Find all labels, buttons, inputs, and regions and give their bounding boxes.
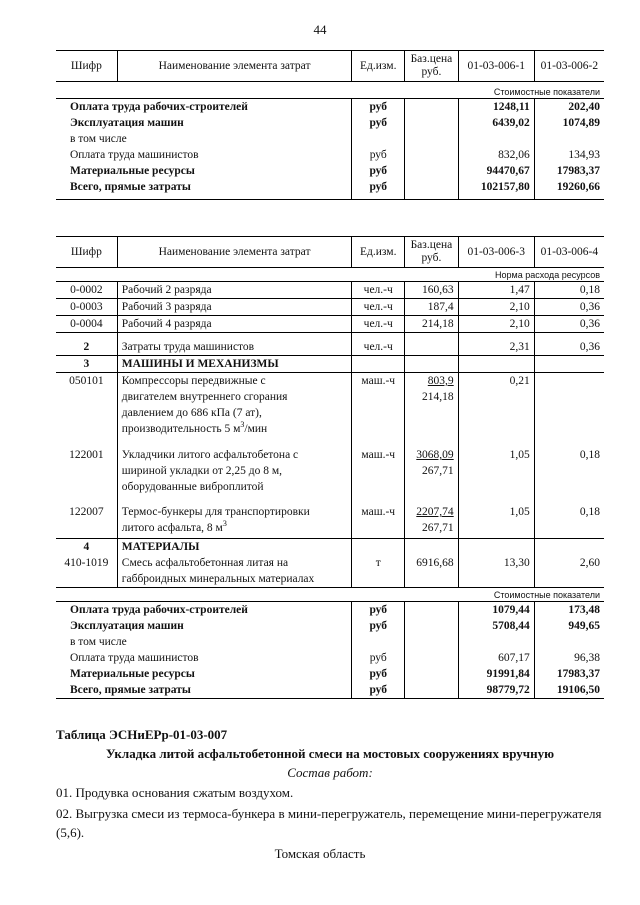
cost-table-2 xyxy=(56,236,604,699)
band-costs: Стоимостные показатели xyxy=(56,588,604,602)
summary-row: Оплата труда машинистов руб 607,17 96,38 xyxy=(56,650,604,666)
header-code: Шифр xyxy=(56,237,117,268)
summary-row: Материальные ресурсы руб 94470,67 17983,37 xyxy=(56,163,604,179)
works-item: 01. Продувка основания сжатым воздухом. xyxy=(56,785,294,800)
table-row: 0-0003 Рабочий 3 разряда чел.-ч 187,4 2,10 0,36 xyxy=(56,299,604,316)
section-heading: Укладка литой асфальтобетонной смеси на мостовых сооружениях вручную xyxy=(105,746,555,761)
section-row: 4 МАТЕРИАЛЫ xyxy=(56,539,604,556)
header-code: Шифр xyxy=(56,51,117,82)
summary-row: Оплата труда рабочих-строителей руб 1079,44 173,48 xyxy=(56,602,604,619)
summary-row: Эксплуатация машин руб 6439,02 1074,89 xyxy=(56,115,604,131)
band-costs: Стоимостные показатели xyxy=(56,82,604,99)
summary-row: Материальные ресурсы руб 91991,84 17983,37 xyxy=(56,666,604,682)
header-col1: 01-03-006-1 xyxy=(458,51,534,82)
table-row: 410-1019 Смесь асфальтобетонная литая на габброидных минеральных материалах т 6916,68 13,30 2,60 xyxy=(56,555,604,588)
footer-region: Томская область xyxy=(274,846,366,861)
header-name: Наименование элемента затрат xyxy=(117,237,352,268)
header-col1: 01-03-006-3 xyxy=(458,237,534,268)
table-code: Таблица ЭСНиЕРр-01-03-007 xyxy=(56,727,228,742)
works-title: Состав работ: xyxy=(287,765,373,780)
table-row: 122001 Укладчики литого асфальтобетона с шириной укладки от 2,25 до 8 м, оборудованные виброплитой маш.-ч 3068,09 267,71 1,05 0,18 xyxy=(56,447,604,504)
summary-row: Оплата труда рабочих-строителей руб 1248,11 202,40 xyxy=(56,99,604,116)
table-header xyxy=(56,237,604,268)
cost-table-1 xyxy=(56,50,604,200)
page-number: 44 xyxy=(313,22,327,37)
table-row: 0-0004 Рабочий 4 разряда чел.-ч 214,18 2,10 0,36 xyxy=(56,316,604,333)
band-resources: Норма расхода ресурсов xyxy=(56,268,604,282)
table-row: 050101 Компрессоры передвижные с двигателем внутреннего сгорания давлением до 686 кПа (7 ат), производительность 5 $м^3$/мин маш.-ч 803,9 214,18 0,21 xyxy=(56,373,604,448)
table-header xyxy=(56,51,604,82)
header-col2: 01-03-006-4 xyxy=(534,237,604,268)
table-row: 2 Затраты труда машинистов чел.-ч 2,31 0,36 xyxy=(56,339,604,356)
summary-row: Эксплуатация машин руб 5708,44 949,65 xyxy=(56,618,604,634)
section-row: 3 МАШИНЫ И МЕХАНИЗМЫ xyxy=(56,356,604,373)
summary-row: в том числе xyxy=(56,634,604,650)
summary-row: Всего, прямые затраты руб 102157,80 19260,66 xyxy=(56,179,604,200)
summary-row: в том числе xyxy=(56,131,604,147)
header-price: Баз.цена руб. xyxy=(405,51,459,82)
header-unit: Ед.изм. xyxy=(352,237,405,268)
summary-row: Оплата труда машинистов руб 832,06 134,93 xyxy=(56,147,604,163)
header-name: Наименование элемента затрат xyxy=(117,51,352,82)
header-unit: Ед.изм. xyxy=(352,51,405,82)
header-price: Баз.цена руб. xyxy=(405,237,459,268)
summary-row: Всего, прямые затраты руб 98779,72 19106,50 xyxy=(56,682,604,699)
table-row: 122007 Термос-бункеры для транспортировки литого асфальта, 8 $м^3$ маш.-ч 2207,74 267,71 1,05 0,18 xyxy=(56,504,604,539)
header-col2: 01-03-006-2 xyxy=(534,51,604,82)
section-block xyxy=(56,727,604,842)
works-item: 02. Выгрузка смеси из термоса-бункера в мини-перегружатель, перемещение мини-перегружателя (5,6). xyxy=(56,806,602,840)
table-row: 0-0002 Рабочий 2 разряда чел.-ч 160,63 1,47 0,18 xyxy=(56,282,604,299)
